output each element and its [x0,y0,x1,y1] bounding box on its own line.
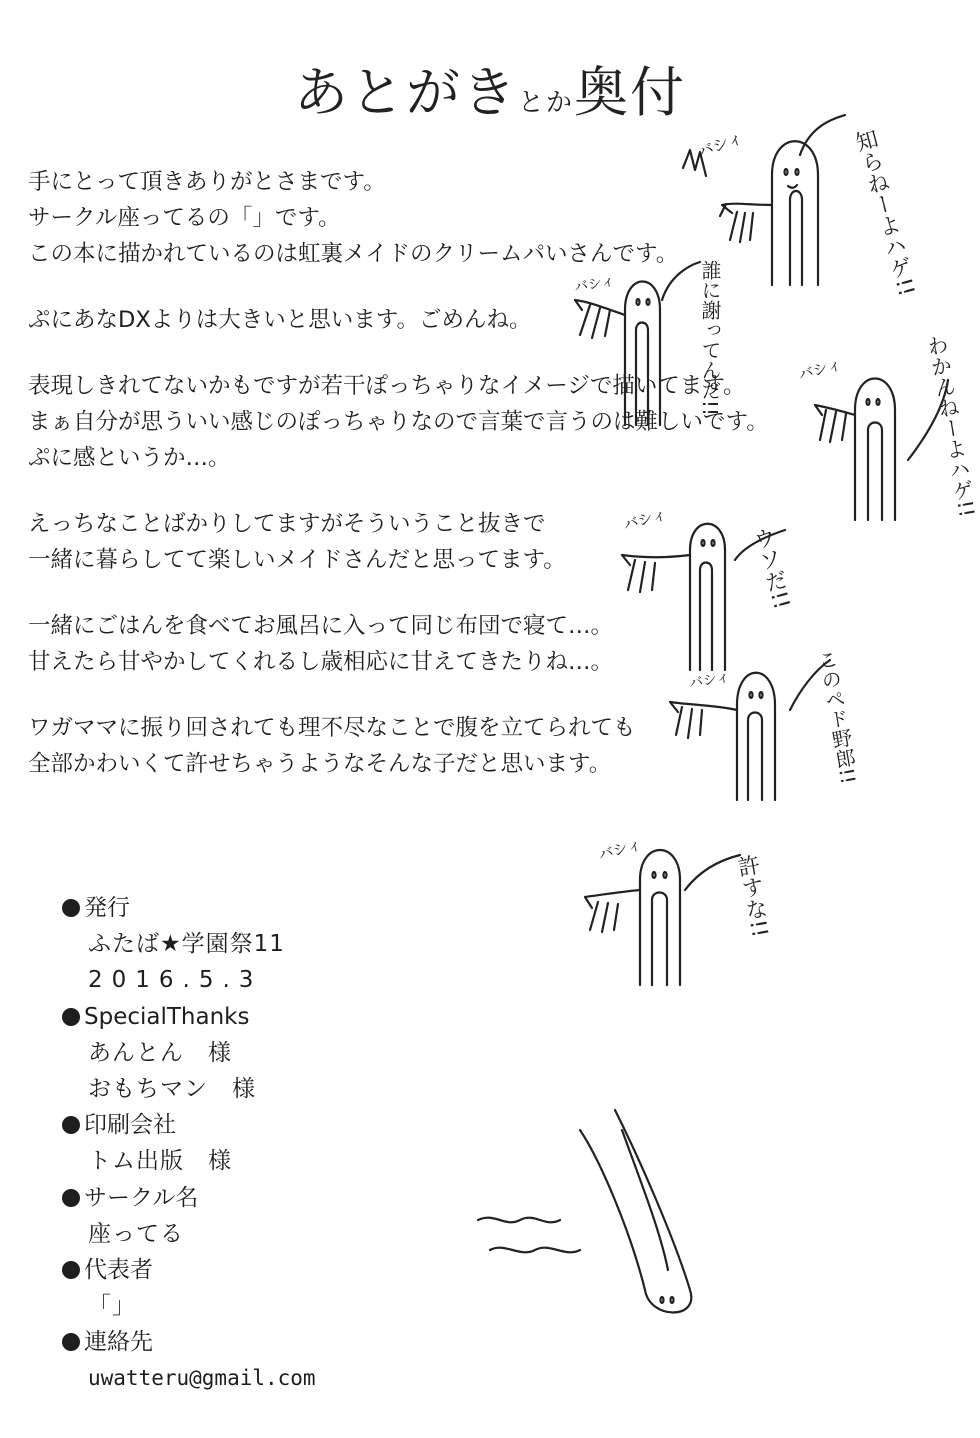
doodle-figure-6 [585,835,772,985]
text-line: 表現しきれてないかもですが若干ぽっちゃりなイメージで描いてます。 [28,373,746,399]
event-name: ふたば★学園祭11 [88,931,285,958]
thanks-name: あんとん 様 [88,1039,232,1066]
retort-text: 許すな!! [732,852,772,940]
sfx-text: バシィ [596,835,644,864]
retort-text: このペド野郎!! [813,647,861,787]
doodle-figure-3 [796,333,979,520]
sfx-text: バシィ [572,273,617,296]
circle-label: サークル名 [84,1184,199,1211]
text-line: ワガママに振り回されても理不尽なことで腹を立てられても [28,715,636,741]
sfx-text: バシィ [621,505,669,534]
contact-label: 連絡先 [84,1329,153,1356]
text-line: 一緒に暮らしてて楽しいメイドさんだと思ってます。 [28,547,566,573]
printer-name: トム出版 様 [88,1148,232,1175]
text-line: この本に描かれているのは虹裏メイドのクリームパいさんです。 [28,241,679,267]
title-small: とか [517,88,574,118]
thanks-name: おもちマン 様 [88,1075,256,1102]
text-line: えっちなことばかりしてますがそういうこと抜きで [28,511,546,537]
retort-text: 誰に謝ってんだ!! [698,260,722,417]
text-line: ぷにあなDXよりは大きいと思います。ごめんね。 [28,307,532,333]
doodle-figure-2 [573,260,722,425]
retort-text: わかんねーよハゲ!! [923,332,979,520]
circle-name: 座ってる [88,1220,184,1247]
title-end: 奥付 [574,61,686,124]
publish-date: 2016.5.3 [88,967,263,994]
thanks-label: SpecialThanks [84,1003,250,1030]
text-line: 全部かわいくて許せちゃうようなそんな子だと思います。 [28,751,612,777]
text-line: 手にとって頂きありがとさまです。 [28,169,386,195]
sfx-text: バシィ [796,355,844,384]
text-line: 甘えたら甘やかしてくれるし歳相応に甘えてきたりね…。 [28,649,614,675]
printer-label: 印刷会社 [84,1112,176,1139]
rep-label: 代表者 [84,1256,153,1283]
contact-email[interactable]: uwatteru@gmail.com [88,1366,316,1391]
sfx-text: バシィ [694,127,746,162]
title-main: あとがき [293,61,518,124]
text-line: 一緒にごはんを食べてお風呂に入って同じ布団で寝て…。 [28,613,614,639]
retort-text: ウソだ!! [747,524,794,613]
diving-figure-doodle [478,1110,691,1313]
retort-text: 知らねーよハゲ!! [849,126,919,300]
sfx-text: バシィ [687,669,732,692]
text-line: サークル座ってるの「」です。 [28,205,341,231]
rep-name: 「」 [88,1293,136,1320]
publish-label: 発行 [84,895,130,921]
text-line: ぷに感というか…。 [28,445,231,471]
doodle-figure-5 [670,648,860,800]
text-line: まぁ自分が思ういい感じのぽっちゃりなので言葉で言うのは難しいです。 [28,409,769,435]
doodle-figure-4 [621,505,793,670]
